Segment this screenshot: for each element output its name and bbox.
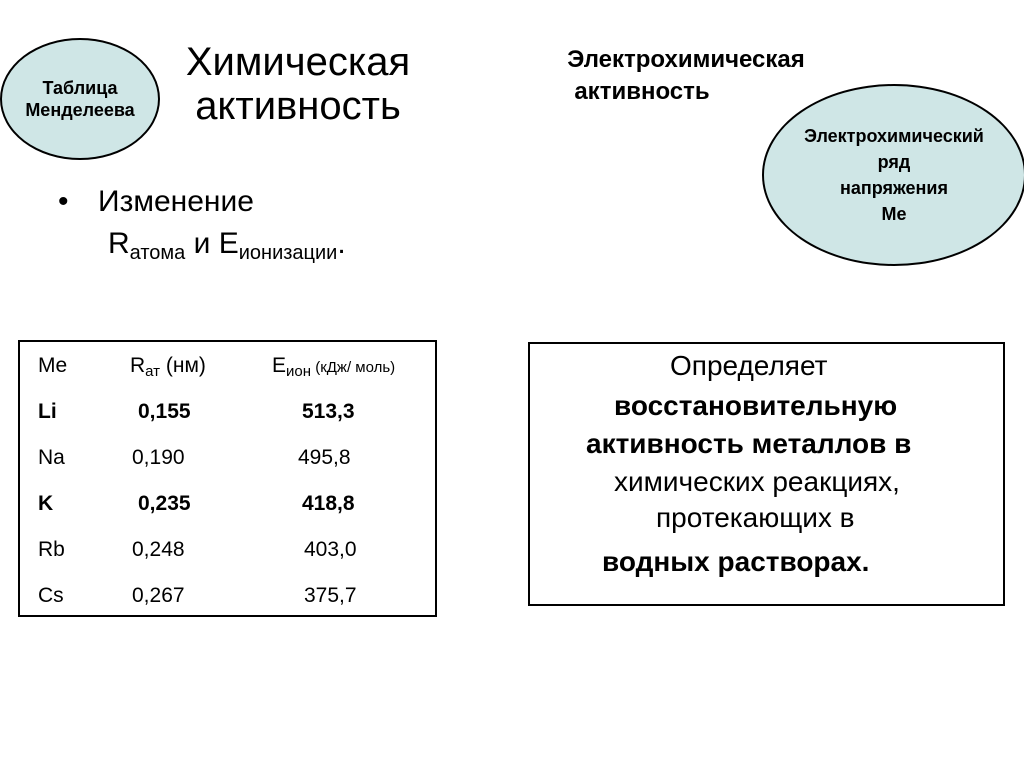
- table-cell-me: Li: [38, 400, 57, 423]
- header-e-subscript: ион: [286, 363, 312, 380]
- header-r-unit: (нм): [160, 354, 206, 377]
- description-line3: активность металлов в: [586, 428, 912, 459]
- table-cell-me: Cs: [38, 584, 64, 607]
- header-e-unit: (кДж/ моль): [311, 359, 396, 376]
- header-me: Me: [38, 354, 68, 377]
- e-subscript: ионизации: [238, 242, 338, 264]
- table-cell-energy: 418,8: [302, 492, 355, 515]
- title-right-line2: активность: [574, 78, 710, 105]
- table-cell-me: Rb: [38, 538, 65, 561]
- header-e-symbol: E: [272, 354, 287, 377]
- title-left-line1: Химическая: [185, 40, 411, 84]
- table-cell-radius: 0,235: [138, 492, 191, 515]
- oval-right-line1: Электрохимический: [804, 126, 984, 146]
- chemical-activity-title: [160, 40, 436, 128]
- header-ionization: [272, 354, 395, 378]
- table-cell-energy: 513,3: [302, 400, 355, 423]
- description-line4: химических реакциях,: [614, 466, 900, 497]
- table-cell-me: Na: [38, 446, 65, 469]
- description-line2: восстановительную: [614, 390, 898, 421]
- table-cell-radius: 0,267: [132, 584, 185, 607]
- description-line6: водных растворах.: [602, 546, 870, 577]
- bullet-marker: •: [58, 185, 69, 218]
- header-radius: [130, 354, 206, 378]
- title-right-line1: Электрохимическая: [567, 46, 805, 73]
- table-cell-radius: 0,190: [132, 446, 185, 469]
- metal-properties-table: [18, 340, 437, 617]
- table-cell-energy: 375,7: [304, 584, 357, 607]
- r-subscript: атома: [129, 242, 186, 264]
- oval-right-line2: ряд: [877, 152, 911, 172]
- title-left-line2: активность: [195, 84, 401, 128]
- bullet-end: .: [337, 227, 346, 260]
- electrochemical-series-oval: [762, 84, 1024, 266]
- description-line5: протекающих в: [656, 502, 855, 533]
- table-cell-radius: 0,248: [132, 538, 185, 561]
- description-box: [528, 342, 1005, 606]
- oval-left-line2: Менделеева: [25, 100, 135, 120]
- oval-right-line4: Ме: [881, 204, 907, 224]
- table-cell-energy: 495,8: [298, 446, 351, 469]
- conjunction: и: [185, 227, 219, 260]
- table-cell-radius: 0,155: [138, 400, 191, 423]
- header-r-symbol: R: [130, 354, 146, 377]
- table-cell-energy: 403,0: [304, 538, 357, 561]
- electrochemical-activity-title: [500, 44, 872, 108]
- r-symbol: R: [108, 227, 130, 260]
- bullet-line1: Изменение: [98, 185, 254, 218]
- description-line1: Определяет: [670, 350, 828, 381]
- bullet-line2: [108, 226, 346, 265]
- oval-right-line3: напряжения: [840, 178, 948, 198]
- oval-left-line1: Таблица: [42, 78, 118, 98]
- header-r-subscript: ат: [145, 363, 161, 380]
- periodic-table-oval: [0, 38, 160, 160]
- e-symbol: E: [218, 227, 239, 260]
- table-cell-me: K: [38, 492, 54, 515]
